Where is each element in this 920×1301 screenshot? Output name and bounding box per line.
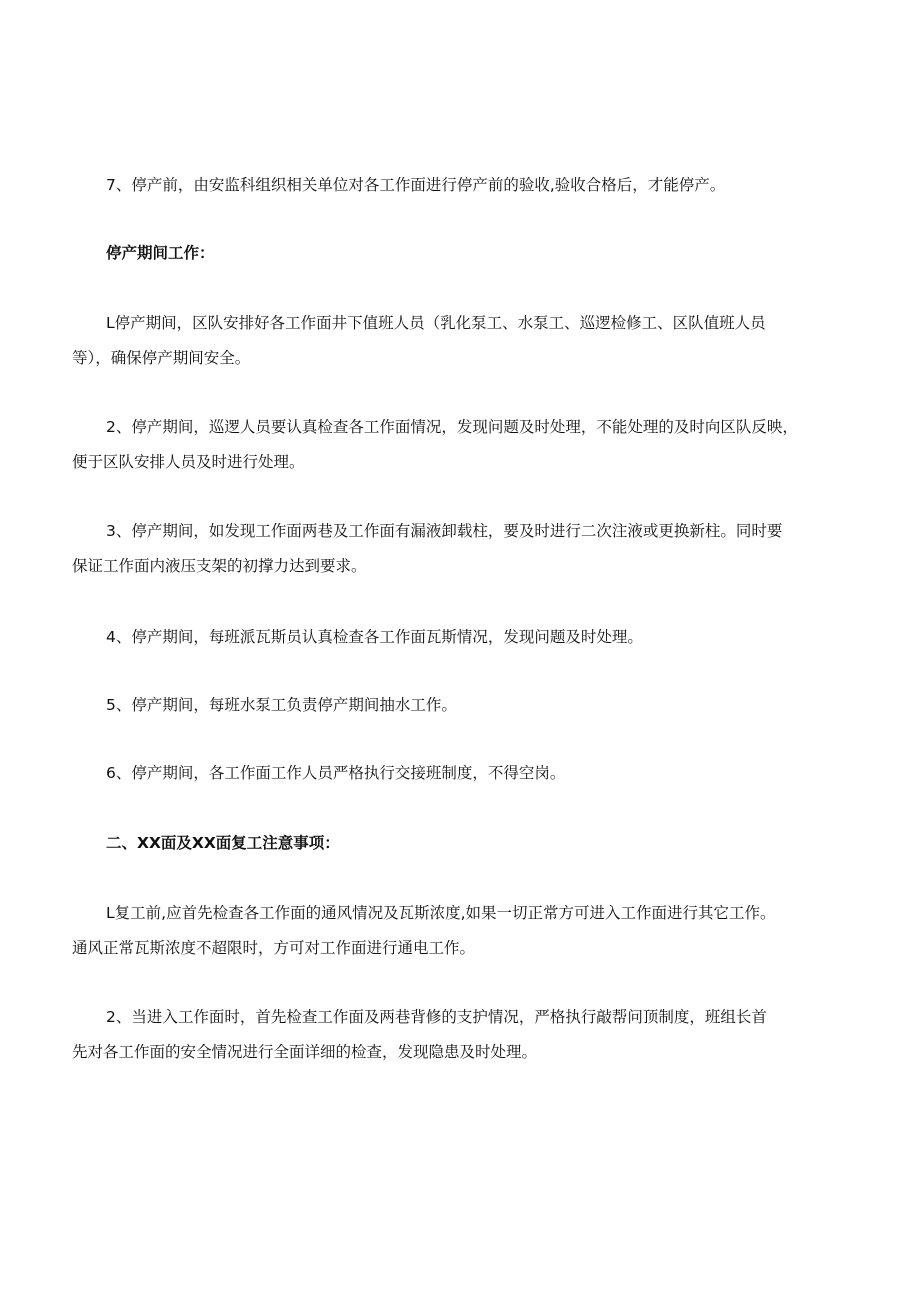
paragraph-line: 2、当进入工作面时，首先检查工作面及两巷背修的支护情况，严格执行敲帮问顶制度，班组长首 [106, 1008, 767, 1026]
section-heading-resume [72, 826, 862, 861]
paragraph-line: 6、停产期间，各工作面工作人员严格执行交接班制度，不得空岗。 [106, 764, 566, 782]
paragraph-resume-2 [72, 1000, 862, 1070]
paragraph-during-5 [72, 688, 862, 723]
paragraph-during-1 [72, 306, 862, 376]
paragraph-line: 4、停产期间，每班派瓦斯员认真检查各工作面瓦斯情况，发现问题及时处理。 [106, 628, 643, 646]
paragraph-line: 保证工作面内液压支架的初撑力达到要求。 [72, 557, 367, 575]
paragraph-resume-1 [72, 896, 862, 966]
paragraph-line: 等），确保停产期间安全。 [72, 349, 251, 367]
paragraph-line: 先对各工作面的安全情况进行全面详细的检查，发现隐患及时处理。 [72, 1043, 538, 1061]
paragraph-line: 3、停产期间，如发现工作面两巷及工作面有漏液卸载柱，要及时进行二次注液或更换新柱。同时要 [106, 522, 783, 540]
paragraph-pre-shutdown-7 [72, 168, 862, 203]
paragraph-line: L复工前,应首先检查各工作面的通风情况及瓦斯浓度,如果一切正常方可进入工作面进行其它工作。 [106, 904, 776, 922]
paragraph-line: 5、停产期间，每班水泵工负责停产期间抽水工作。 [106, 696, 457, 714]
paragraph-line: 便于区队安排人员及时进行处理。 [72, 453, 305, 471]
heading-text: 二、XX面及XX面复工注意事项： [106, 834, 340, 852]
paragraph-during-6 [72, 756, 862, 791]
paragraph-line: 通风正常瓦斯浓度不超限时，方可对工作面进行通电工作。 [72, 939, 476, 957]
paragraph-during-2 [72, 410, 862, 480]
heading-text: 停产期间工作： [106, 244, 215, 262]
section-heading-during-shutdown [72, 236, 862, 271]
paragraph-line: L停产期间，区队安排好各工作面井下值班人员（乳化泵工、水泵工、巡逻检修工、区队值班人员 [106, 314, 766, 332]
paragraph-during-4 [72, 620, 862, 655]
paragraph-line: 2、停产期间，巡逻人员要认真检查各工作面情况，发现问题及时处理，不能处理的及时向区队反映， [106, 418, 798, 436]
paragraph-during-3 [72, 514, 862, 584]
paragraph-line: 7、停产前，由安监科组织相关单位对各工作面进行停产前的验收,验收合格后，才能停产。 [106, 176, 726, 194]
